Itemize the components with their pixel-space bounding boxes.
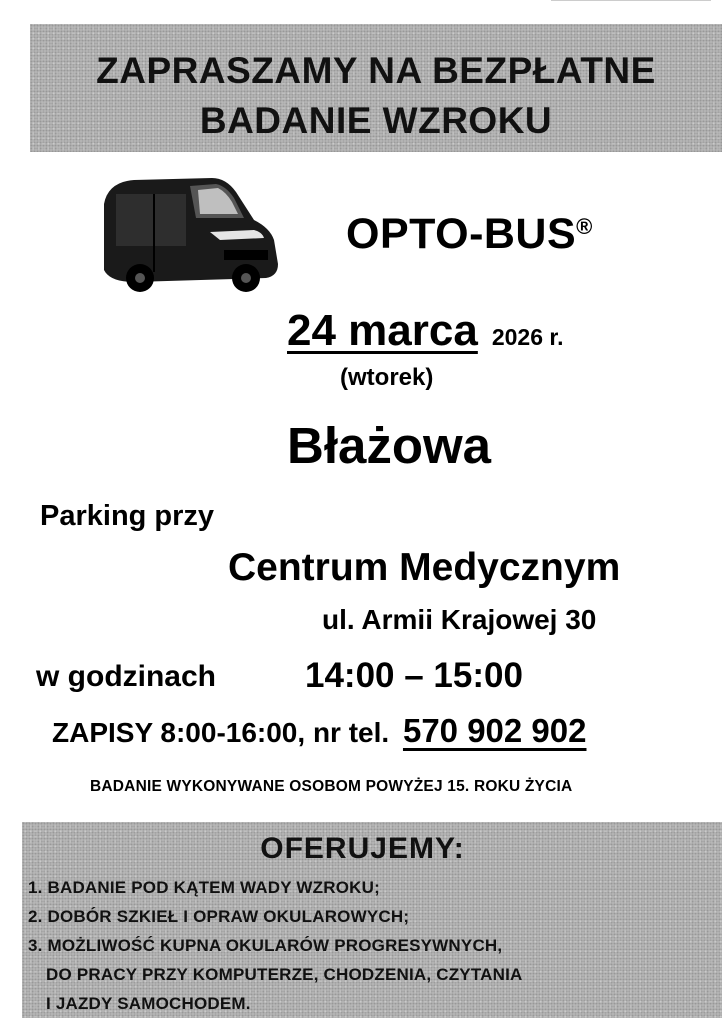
scan-edge-line — [551, 0, 711, 1]
location-label: Parking przy — [40, 500, 215, 532]
offer-list — [28, 873, 523, 1018]
brand-text: OPTO-BUS — [346, 210, 577, 258]
event-date — [287, 306, 563, 356]
event-town: Błażowa — [287, 417, 492, 474]
brand-name — [346, 210, 593, 259]
registered-mark: ® — [576, 214, 593, 239]
title-line-1: ZAPRASZAMY NA BEZPŁATNE — [96, 50, 656, 91]
age-note: BADANIE WYKONYWANE OSOBOM POWYŻEJ 15. ROKU ŻYCIA — [90, 778, 573, 795]
offer-item-3-cont-1: DO PRACY PRZY KOMPUTERZE, CHODZENIA, CZYTANIA — [46, 965, 523, 984]
hours-label: w godzinach — [36, 660, 216, 693]
title-line-2: BADANIE WZROKU — [199, 100, 553, 141]
location-address: ul. Armii Krajowej 30 — [322, 604, 597, 635]
hours-value: 14:00 – 15:00 — [305, 656, 523, 695]
offer-item-3-cont-2: I JAZDY SAMOCHODEM. — [46, 994, 251, 1013]
offer-item-1: 1. BADANIE POD KĄTEM WADY WZROKU; — [28, 878, 380, 897]
event-day-month: 24 marca — [287, 306, 478, 355]
signup-info — [52, 712, 586, 750]
signup-text: ZAPISY 8:00-16:00, nr tel. — [52, 717, 390, 748]
page-title — [30, 46, 722, 146]
event-year: 2026 r. — [491, 324, 564, 350]
location-name: Centrum Medycznym — [228, 546, 621, 589]
offer-title: OFERUJEMY: — [260, 832, 465, 865]
offer-item-2: 2. DOBÓR SZKIEŁ I OPRAW OKULAROWYCH; — [28, 907, 410, 926]
phone-number: 570 902 902 — [402, 712, 587, 749]
offer-item-3: 3. MOŻLIWOŚĆ KUPNA OKULARÓW PROGRESYWNYCH, — [28, 936, 503, 955]
event-weekday: (wtorek) — [340, 364, 434, 391]
van-icon — [94, 174, 282, 296]
